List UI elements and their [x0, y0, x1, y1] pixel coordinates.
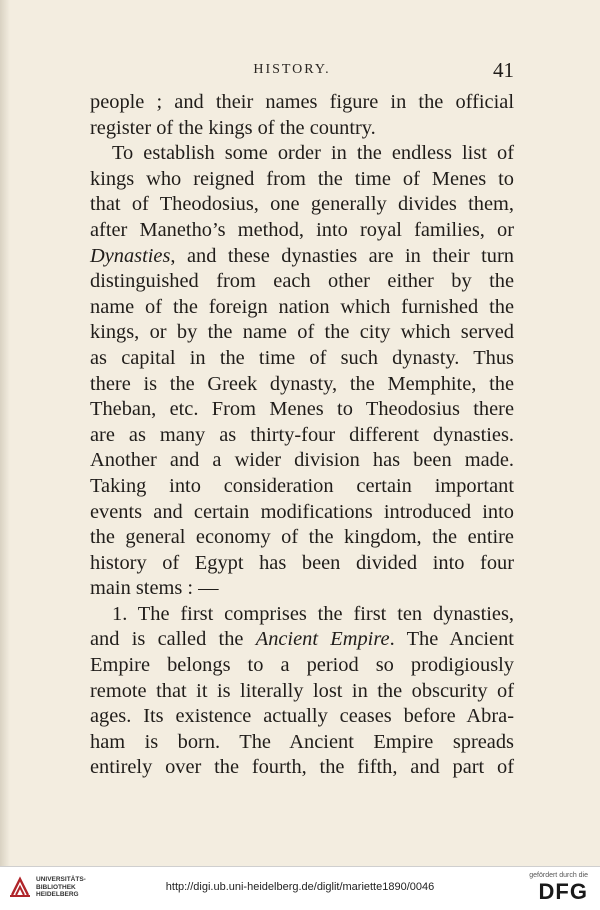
- text-line: people ; and their names figure in the official: [90, 91, 514, 113]
- text-line: Theban, etc. From Menes to Theodosius there: [90, 398, 514, 421]
- text-line: kings who reigned from the time of Menes to: [90, 167, 514, 190]
- text-segment: and is called the: [90, 628, 256, 651]
- text-line: Taking into consideration certain important: [90, 474, 514, 497]
- running-title: HISTORY.: [253, 62, 331, 77]
- text-line: remote that it is literally lost in the obscurity of: [90, 679, 514, 702]
- text-line: ages. Its existence actually ceases before Abra-: [90, 705, 514, 728]
- text-line: that of Theodosius, one generally divides them,: [90, 193, 514, 216]
- text-line: main stems : —: [90, 577, 219, 600]
- dfg-logo[interactable]: DFG: [538, 879, 588, 904]
- funder-caption: gefördert durch die: [529, 872, 588, 879]
- text-line: as capital in the time of such dynasty. Thus: [90, 346, 514, 369]
- text-line: To establish some order in the endless list of: [112, 142, 514, 165]
- text-line: after Manetho’s method, into royal families, or: [90, 218, 514, 241]
- text-segment: , and these dynasties are in their turn: [170, 244, 514, 267]
- italic-term: Dynasties: [90, 244, 171, 267]
- text-line: ham is born. The Ancient Empire spreads: [90, 730, 514, 753]
- text-line: there is the Greek dynasty, the Memphite, the: [90, 372, 514, 395]
- text-line: register of the kings of the country.: [90, 116, 376, 139]
- text-line: distinguished from each other either by the: [90, 270, 514, 293]
- library-name-line: UNIVERSITÄTS-: [36, 876, 86, 883]
- text-line: [90, 627, 514, 653]
- text-line: Another and a wider division has been made.: [90, 449, 514, 472]
- text-segment: . The Ancient: [389, 628, 514, 651]
- library-name-line: BIBLIOTHEK: [36, 883, 76, 891]
- text-line: the general economy of the kingdom, the entire: [90, 526, 514, 549]
- text-line: history of Egypt has been divided into four: [90, 551, 514, 574]
- page-number: 41: [493, 58, 514, 82]
- source-url-link[interactable]: http://digi.ub.uni-heidelberg.de/diglit/mariette1890/0046: [165, 881, 435, 893]
- text-line: events and certain modifications introduced into: [90, 500, 514, 523]
- library-name-line: HEIDELBERG: [36, 891, 79, 898]
- digitization-footer: [0, 866, 600, 910]
- body-text: [90, 90, 514, 781]
- running-head: [70, 58, 514, 80]
- page-gutter-shadow: [0, 0, 10, 866]
- text-line: [90, 244, 514, 270]
- text-line: Empire belongs to a period so prodigiously: [90, 654, 514, 677]
- text-line: entirely over the fourth, the fifth, and part of: [90, 756, 514, 779]
- text-line: name of the foreign nation which furnished the: [90, 295, 514, 318]
- text-line: are as many as thirty-four different dynasties.: [90, 423, 514, 446]
- italic-term: Ancient Empire: [255, 628, 390, 651]
- text-line: 1. The first comprises the first ten dynasties,: [112, 602, 514, 625]
- text-line: kings, or by the name of the city which served: [90, 321, 514, 344]
